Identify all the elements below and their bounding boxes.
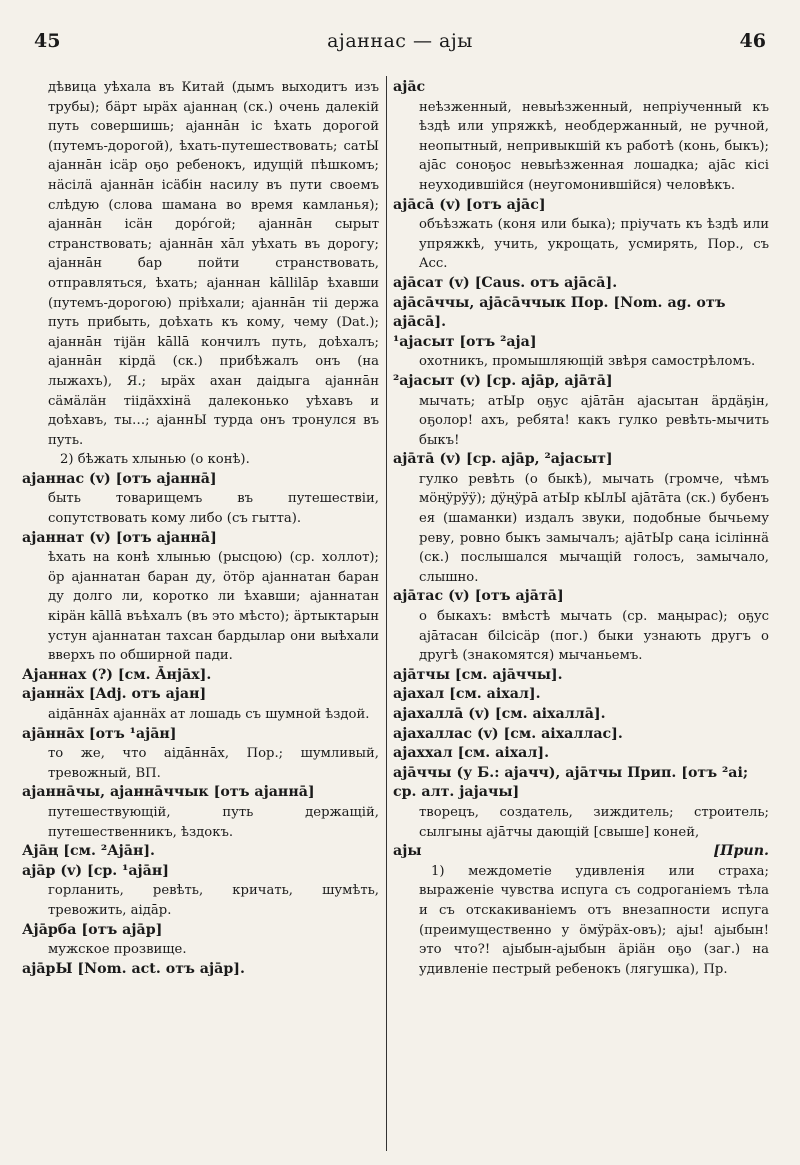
- entry-headword: ајаххал [см. аіхал].: [393, 745, 550, 762]
- entry-definition: мужское прозвище.: [48, 942, 187, 958]
- entry-headword: ајāрЫ [Nom. act. отъ ајāр].: [22, 960, 245, 977]
- dictionary-entry: [22, 921, 379, 960]
- dictionary-entry: [22, 470, 379, 529]
- entry-headword: ајāсā (v) [отъ ајāс]: [393, 196, 546, 213]
- dictionary-entry: [22, 666, 379, 686]
- entry-headword: ајāс: [393, 79, 426, 95]
- entry-headword: ајаннäх [Adj. отъ ајан]: [22, 686, 207, 703]
- entry-definition: то же, что аідāннāх, Пор.; шумливый, тревожный, ВП.: [48, 746, 379, 781]
- entry-headword: ајахал [см. аіхал].: [393, 686, 541, 703]
- entry-definition: объѣзжать (коня или быка); пріучать къ ѣздѣ или упряжкѣ, учить, укрощать, усмирять, Пор., съ Acc.: [419, 217, 769, 272]
- dictionary-entry: [22, 842, 379, 862]
- entry-source-tag: [Прип.: [713, 843, 769, 860]
- entry-headword: ајāсāччы, ајāсāччык Пор. [Nom. ag. отъ ајāсā].: [393, 294, 726, 331]
- entry-headword: Ајāрба [отъ ајāр]: [22, 921, 163, 938]
- entry-headword: ајāччы (у Б.: ајачч), ајāтчы Прип. [отъ ²аі; ср. алт. јајачы]: [393, 764, 749, 801]
- dictionary-entry: [22, 725, 379, 784]
- dictionary-entry: [393, 842, 769, 862]
- entry-definition: горланить, ревѣть, кричать, шумѣть, тревожить, аідāр.: [48, 883, 379, 918]
- dictionary-entry: [393, 666, 769, 686]
- dictionary-entry: [22, 450, 379, 470]
- entry-definition: ѣхать на конѣ хлынью (рысцою) (ср. холлот); öр ајаннатан баран ду, öтöр ајаннатан баран ду долго ли, коротко ли ѣхавши; ајаннатан кірäн kāllā въѣхалъ (въ это мѣсто); äртыктарын устун ајаннатан тахсан бардылар они выѣхали вверхъ по обширной пади.: [48, 550, 379, 664]
- entry-headword: ајаннат (v) [отъ ајаннā]: [22, 529, 217, 546]
- entry-definition: дѣвица уѣхала въ Китай (дымъ выходитъ изъ трубы); бäрт ырäх ајаннаң (ск.) очень далекій путь совершишь; ајаннāн іс ѣхать дорогой (путемъ-дорогой), ѣхать-путешествовать; сатЫ ајаннāн ісäр оҕо ребенокъ, идущій пѣшкомъ; нäсілä ајаннāн ісäбін насилу въ пути своемъ слѣдую (слова шамана во время камланья); ајаннāн ісäн дорóгой; ајаннāн сырыт странствовать; ајаннāн хāл уѣхать въ дорогу; ајаннāн бар пойти странствовать, отправляться, ѣхать; ајаннан kāllilāp ѣхавши (путемъ-дорогою) пріѣхали; ајаннāн тіі держа путь прибыть, доѣхать къ кому, чему (Dat.); ајаннāн тіјäн kāllā кончилъ путь, доѣхалъ; ајаннāн кірдä (ск.) прибѣжалъ онъ (на лыжахъ), Я.; ырäх ахан даідыга ајаннāн сäмäлäн тіідäххінä далеконько уѣхавъ и доѣхавъ, ты…; ајаннЫ турда онъ тронулся въ путь.: [48, 80, 379, 448]
- entry-definition: охотникъ, промышляющій звѣря самострѣломъ.: [419, 354, 756, 370]
- dictionary-entry: [393, 333, 769, 372]
- dictionary-entry: [393, 705, 769, 725]
- entry-definition: творецъ, создатель, зиждитель; строитель; сылгыны ајāтчы дающій [свыше] коней,: [419, 804, 769, 840]
- entry-headword: ¹ајасыт [отъ ²аја]: [393, 333, 537, 350]
- entry-definition: мычать; атЫр оҕус ајāтāн ајасытан äрдäҕін, оҕолор! ахъ, ребята! какъ гулко ревѣть-мычить быкъ!: [419, 393, 769, 448]
- entry-headword: ајāтā (v) [ср. ајāр, ²ајасыт]: [393, 451, 613, 468]
- page-header: [28, 30, 772, 58]
- entry-headword: ајаннас (v) [отъ ајаннā]: [22, 470, 217, 487]
- dictionary-entry: [393, 587, 769, 665]
- entry-headword: ајахаллас (v) [см. аіхаллас].: [393, 725, 623, 742]
- dictionary-entry: [22, 685, 379, 724]
- entry-definition: аідāннāх ајаннäх ат лошадь съ шумной ѣздой.: [48, 707, 370, 722]
- dictionary-entry: [393, 450, 769, 587]
- dictionary-entry: [393, 196, 769, 274]
- right-page-number: 46: [739, 30, 766, 52]
- dictionary-entry: [393, 78, 769, 196]
- dictionary-entry: [393, 725, 769, 745]
- right-column: [393, 78, 769, 979]
- dictionary-entry: [393, 274, 769, 294]
- entry-definition: 1) междометіе удивленія или страха; выраженіе чувства испуга съ содроганіемъ тѣла и съ отскакиваніемъ отъ внезапности испуга (преимущественно у öмÿрäх-овъ); ајы! ајыбын! это что?! ајыбын-ајыбын äріäн оҕо (заг.) на удивленіе пестрый ребенокъ (лягушка), Пр.: [419, 863, 769, 977]
- entry-headword: ајаннāчы, ајаннāччык [отъ ајаннā]: [22, 784, 315, 801]
- dictionary-entry: [393, 862, 769, 980]
- dictionary-entry: [22, 78, 379, 450]
- entry-definition: гулко ревѣть (о быкѣ), мычать (громче, чѣмъ мöңÿрÿÿ); дÿңÿрā атЫр кЫлЫ ајāтāта (ск.) бубенъ ея (шаманки) издалъ звуки, подобные бычьему реву, ровно быкъ замычалъ; ајāтЫр саңа ісіліннä (ск.) послышался мычащій голосъ, замычало, слышно.: [419, 471, 769, 585]
- column-divider: [386, 76, 387, 1151]
- dictionary-entry: [393, 294, 769, 333]
- entry-headword: ајахаллā (v) [см. аіхаллā].: [393, 706, 606, 722]
- left-column: [22, 78, 379, 979]
- dictionary-entry: [393, 685, 769, 705]
- entry-headword: ајы [Прип.: [393, 842, 769, 862]
- entry-headword: ајāр (v) [ср. ¹ајāн]: [22, 862, 169, 879]
- dictionary-entry: [393, 372, 769, 450]
- entry-definition: о быкахъ: вмѣстѣ мычать (ср. маңырас); оҕус ајāтасан біlсісäр (пог.) быки узнають другъ о другѣ (знакомятся) мычаньемъ.: [419, 609, 769, 664]
- running-head: ајаннас — ајы: [327, 30, 473, 52]
- dictionary-entry: [22, 862, 379, 921]
- entry-definition: быть товарищемъ въ путешествіи, сопутствовать кому либо (съ гытта).: [48, 491, 379, 527]
- entry-headword: Ајāң [см. ²Ајāн].: [22, 843, 155, 860]
- left-page-number: 45: [34, 30, 61, 52]
- entry-headword: ²ајасыт (v) [ср. ајāр, ајāтā]: [393, 372, 613, 389]
- entry-headword: ајāннāх [отъ ¹ајāн]: [22, 725, 177, 742]
- entry-headword: ајāтчы [см. ајāччы].: [393, 666, 563, 683]
- dictionary-entry: [22, 529, 379, 666]
- entry-headword: ајāсат (v) [Caus. отъ ајāсā].: [393, 274, 618, 291]
- entry-definition: путешествующій, путь держащій, путешественникъ, ѣздокъ.: [48, 804, 379, 840]
- entry-headword: Ајаннах (?) [см. Āнјāх].: [22, 666, 212, 683]
- entry-headword: ајāтас (v) [отъ ајāтā]: [393, 588, 564, 605]
- entry-definition: 2) бѣжать хлынью (о конѣ).: [60, 452, 250, 468]
- dictionary-entry: [393, 744, 769, 764]
- dictionary-entry: [22, 783, 379, 842]
- entry-definition: неѣзженный, невыѣзженный, непріученный къ ѣздѣ или упряжкѣ, необдержанный, не ручной, неопытный, непривыкшій къ работѣ (конь, быкъ); ајāс соноҕос невыѣзженная лошадка; ајāс кісі неуходившійся (неугомонившійся) человѣкъ.: [419, 99, 769, 193]
- dictionary-entry: [22, 960, 379, 980]
- dictionary-entry: [393, 764, 769, 842]
